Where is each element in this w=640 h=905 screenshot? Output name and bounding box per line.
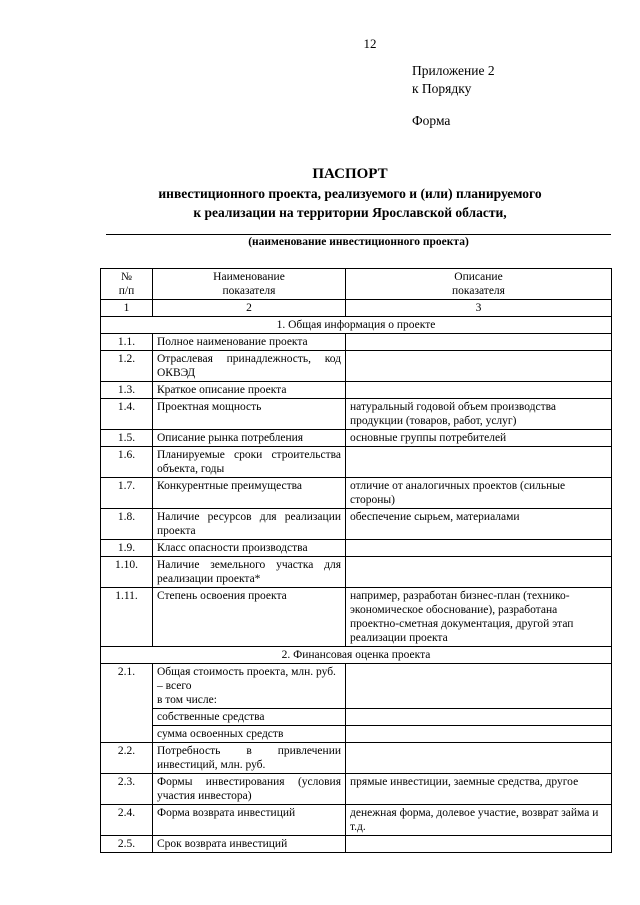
table-row	[101, 836, 612, 853]
row-name-line: в том числе:	[157, 694, 217, 706]
section2-rows	[101, 743, 612, 853]
row-indicator-name: Проектная мощность	[153, 399, 346, 430]
section-financial-assessment: 2. Финансовая оценка проекта	[101, 647, 612, 664]
row-indicator-name: Формы инвестирования (условия участия инвестора)	[153, 774, 346, 805]
row-number: 1.2.	[101, 351, 153, 382]
title-main: ПАСПОРТ	[312, 166, 388, 182]
column-number: 3	[346, 300, 612, 317]
row-description-cell[interactable]: натуральный годовой объем производства продукции (товаров, работ, услуг)	[346, 399, 612, 430]
row-number: 2.2.	[101, 743, 153, 774]
row-number: 1.7.	[101, 478, 153, 509]
table-row	[101, 557, 612, 588]
column-number: 1	[101, 300, 153, 317]
row-indicator-name: сумма освоенных средств	[153, 726, 346, 743]
appendix-reference	[412, 62, 495, 98]
section1-rows	[101, 334, 612, 647]
header-number-line-1: №	[121, 271, 132, 283]
row-description-cell[interactable]	[346, 709, 612, 726]
row-description-cell[interactable]: прямые инвестиции, заемные средства, другое	[346, 774, 612, 805]
table-subrow	[101, 709, 612, 726]
row-description-cell[interactable]: основные группы потребителей	[346, 430, 612, 447]
passport-table	[100, 268, 612, 853]
table-row	[101, 447, 612, 478]
header-name-line-2: показателя	[222, 285, 276, 297]
row-number: 2.4.	[101, 805, 153, 836]
table-row	[101, 805, 612, 836]
table-row	[101, 334, 612, 351]
header-desc-line-2: показателя	[452, 285, 505, 297]
table-row	[101, 399, 612, 430]
row-indicator-name: Наличие земельного участка для реализации проекта*	[153, 557, 346, 588]
row-description-cell[interactable]	[346, 334, 612, 351]
row-number: 2.3.	[101, 774, 153, 805]
table-row	[101, 588, 612, 647]
row-indicator-name: Потребность в привлечении инвестиций, млн. руб.	[153, 743, 346, 774]
table-row	[101, 382, 612, 399]
row-indicator-name: Отраслевая принадлежность, код ОКВЭД	[153, 351, 346, 382]
row-description-cell[interactable]	[346, 557, 612, 588]
row-number: 2.5.	[101, 836, 153, 853]
row-number: 1.10.	[101, 557, 153, 588]
section-general-info: 1. Общая информация о проекте	[101, 317, 612, 334]
row-indicator-name: Планируемые сроки строительства объекта, годы	[153, 447, 346, 478]
header-number	[101, 269, 153, 300]
row-indicator-name: Конкурентные преимущества	[153, 478, 346, 509]
row-description-cell[interactable]: например, разработан бизнес-план (технико-экономическое обоснование), разработана проектно-сметная документация, другой этап реализации проекта	[346, 588, 612, 647]
page-number: 12	[363, 36, 377, 51]
row-indicator-name: Краткое описание проекта	[153, 382, 346, 399]
row-indicator-name: Степень освоения проекта	[153, 588, 346, 647]
section-row	[101, 317, 612, 334]
row-indicator-name: Полное наименование проекта	[153, 334, 346, 351]
table-row	[101, 478, 612, 509]
row-indicator-name: Описание рынка потребления	[153, 430, 346, 447]
header-desc-line-1: Описание	[454, 271, 503, 283]
column-number-row	[101, 300, 612, 317]
table-row	[101, 351, 612, 382]
project-name-line	[106, 234, 611, 235]
row-description-cell[interactable]: отличие от аналогичных проектов (сильные стороны)	[346, 478, 612, 509]
row-description-cell[interactable]: денежная форма, долевое участие, возврат займа и т.д.	[346, 805, 612, 836]
table-subrow	[101, 726, 612, 743]
row-indicator-name: Форма возврата инвестиций	[153, 805, 346, 836]
document-title	[0, 165, 640, 222]
table-row	[101, 664, 612, 709]
row-indicator-name: Срок возврата инвестиций	[153, 836, 346, 853]
row-description-cell[interactable]	[346, 664, 612, 709]
row-indicator-name: Класс опасности производства	[153, 540, 346, 557]
row-description-cell[interactable]	[346, 743, 612, 774]
row-description-cell[interactable]	[346, 540, 612, 557]
row-number: 1.3.	[101, 382, 153, 399]
row-indicator-name: собственные средства	[153, 709, 346, 726]
row-indicator-name	[153, 664, 346, 709]
row-number: 1.11.	[101, 588, 153, 647]
row-description-cell[interactable]	[346, 447, 612, 478]
table-row	[101, 743, 612, 774]
title-line-3: к реализации на территории Ярославской области,	[193, 205, 507, 220]
row-description-cell[interactable]	[346, 836, 612, 853]
header-indicator-description	[346, 269, 612, 300]
row-description-cell[interactable]	[346, 726, 612, 743]
row-description-cell[interactable]	[346, 382, 612, 399]
table-row	[101, 540, 612, 557]
row-number: 1.1.	[101, 334, 153, 351]
row-name-line: Общая стоимость проекта, млн. руб. – всего	[157, 666, 336, 692]
row-number: 1.4.	[101, 399, 153, 430]
table-row	[101, 430, 612, 447]
table-header-row	[101, 269, 612, 300]
row-indicator-name: Наличие ресурсов для реализации проекта	[153, 509, 346, 540]
header-indicator-name	[153, 269, 346, 300]
title-line-2: инвестиционного проекта, реализуемого и (или) планируемого	[158, 186, 542, 201]
row-number: 2.1.	[101, 664, 153, 743]
row-description-cell[interactable]: обеспечение сырьем, материалами	[346, 509, 612, 540]
table-row	[101, 774, 612, 805]
column-number: 2	[153, 300, 346, 317]
row-number: 1.9.	[101, 540, 153, 557]
row-number: 1.6.	[101, 447, 153, 478]
appendix-line-2: к Порядку	[412, 81, 472, 96]
project-name-caption: (наименование инвестиционного проекта)	[248, 236, 469, 248]
row-number: 1.5.	[101, 430, 153, 447]
table-row	[101, 509, 612, 540]
header-number-line-2: п/п	[118, 285, 135, 297]
form-label: Форма	[412, 113, 451, 128]
section-row	[101, 647, 612, 664]
appendix-line-1: Приложение 2	[412, 63, 495, 78]
row-number: 1.8.	[101, 509, 153, 540]
header-name-line-1: Наименование	[213, 271, 285, 283]
row-description-cell[interactable]	[346, 351, 612, 382]
